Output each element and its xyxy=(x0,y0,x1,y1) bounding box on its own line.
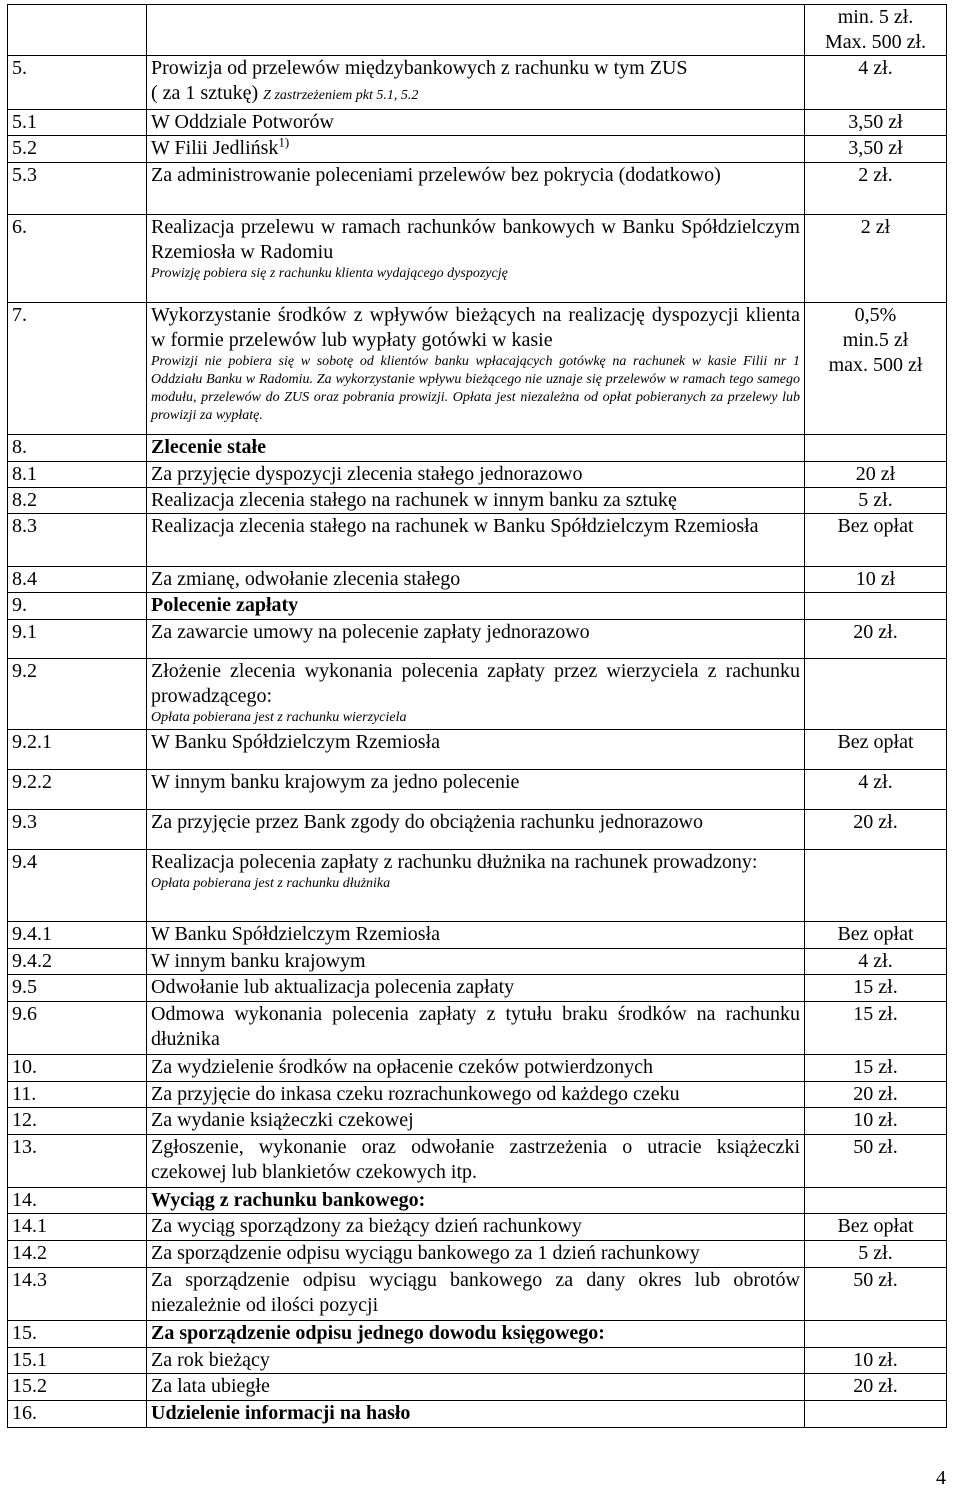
item-number: 9.6 xyxy=(8,1002,147,1055)
description-text: Zgłoszenie, wykonanie oraz odwołanie zastrzeżenia o utracie książeczki czekowej lub blankietów czekowych itp. xyxy=(151,1136,800,1183)
description-text: Za wydanie książeczki czekowej xyxy=(151,1109,414,1131)
page-number: 4 xyxy=(936,1467,946,1489)
inline-note: Z zastrzeżeniem pkt 5.1, 5.2 xyxy=(263,88,419,103)
item-description xyxy=(147,659,805,730)
item-number: 7. xyxy=(8,303,147,435)
table-row xyxy=(8,922,947,949)
item-description xyxy=(147,163,805,215)
fee-amount xyxy=(805,1002,947,1055)
item-number: 9.2 xyxy=(8,659,147,730)
table-row xyxy=(8,1108,947,1135)
item-number: 9.1 xyxy=(8,620,147,659)
description-note: Prowizję pobiera się z rachunku klienta wydającego dyspozycję xyxy=(151,266,508,281)
fee-amount xyxy=(805,620,947,659)
description-text: W Banku Spółdzielczym Rzemiosła xyxy=(151,923,441,945)
fee-amount xyxy=(805,850,947,922)
description-text: Zlecenie stałe xyxy=(151,436,266,458)
fee-amount xyxy=(805,1374,947,1401)
fee-value: 20 zł xyxy=(855,463,896,485)
table-row xyxy=(8,850,947,922)
item-number: 10. xyxy=(8,1055,147,1082)
item-number: 8.4 xyxy=(8,567,147,593)
item-number: 16. xyxy=(8,1401,147,1428)
description-text: Złożenie zlecenia wykonania polecenia zapłaty przez wierzyciela z rachunku prowadzącego: xyxy=(151,660,800,707)
fee-value: Max. 500 zł. xyxy=(824,31,927,53)
fee-amount xyxy=(805,1055,947,1082)
table-row xyxy=(8,659,947,730)
fee-value: 3,50 zł xyxy=(848,137,903,159)
item-number: 5.2 xyxy=(8,136,147,163)
fee-value: 50 zł. xyxy=(853,1136,898,1158)
item-number: 14.1 xyxy=(8,1214,147,1241)
fee-value: 20 zł. xyxy=(853,621,898,643)
table-row xyxy=(8,215,947,303)
description-text: Wykorzystanie środków z wpływów bieżących na realizację dyspozycji klienta w formie przelewów lub wypłaty gotówki w kasie xyxy=(151,304,800,351)
description-text: Za przyjęcie przez Bank zgody do obciążenia rachunku jednorazowo xyxy=(151,811,703,833)
table-row xyxy=(8,975,947,1002)
fee-amount xyxy=(805,514,947,567)
fee-value: Bez opłat xyxy=(837,515,914,537)
table-row xyxy=(8,1374,947,1401)
table-row xyxy=(8,810,947,850)
fee-value: min. 5 zł. xyxy=(837,6,914,28)
fee-table xyxy=(7,4,947,1428)
item-description xyxy=(147,1082,805,1108)
item-description xyxy=(147,1321,805,1348)
item-number xyxy=(8,5,147,56)
item-number: 6. xyxy=(8,215,147,303)
item-number: 9.4.1 xyxy=(8,922,147,949)
fee-amount xyxy=(805,922,947,949)
fee-amount xyxy=(805,1082,947,1108)
fee-value: 15 zł. xyxy=(853,976,898,998)
fee-value: 10 zł xyxy=(855,568,896,590)
item-number: 14. xyxy=(8,1188,147,1214)
item-description xyxy=(147,110,805,136)
fee-value: 10 zł. xyxy=(853,1349,898,1371)
fee-value: 20 zł. xyxy=(853,811,898,833)
description-text: Za wydzielenie środków na opłacenie czeków potwierdzonych xyxy=(151,1056,654,1078)
item-number: 8. xyxy=(8,435,147,462)
table-row xyxy=(8,620,947,659)
item-number: 14.2 xyxy=(8,1241,147,1268)
fee-amount xyxy=(805,770,947,810)
description-note: Prowizji nie pobiera się w sobotę od klientów banku wpłacających gotówkę na rachunek w kasie Filii nr 1 Oddziału Banku w Radomiu. Za wykorzystanie wpływu bieżącego nie uznaje się przelewów w ramach tego samego modułu, przelewów do ZUS oraz pobrania prowizji. Opłata jest niezależna od opłat pobieranych za przelewy lub prowizji za wypłatę. xyxy=(151,354,800,423)
table-row xyxy=(8,163,947,215)
item-description xyxy=(147,1374,805,1401)
table-row xyxy=(8,1321,947,1348)
item-number: 8.2 xyxy=(8,488,147,514)
fee-amount xyxy=(805,462,947,488)
table-row xyxy=(8,1055,947,1082)
item-description xyxy=(147,1214,805,1241)
description-text: Udzielenie informacji na hasło xyxy=(151,1402,411,1424)
fee-value: 50 zł. xyxy=(853,1269,898,1291)
table-row xyxy=(8,303,947,435)
item-description xyxy=(147,949,805,975)
description-text: Za administrowanie poleceniami przelewów bez pokrycia (dodatkowo) xyxy=(151,164,721,186)
item-description xyxy=(147,215,805,303)
table-row xyxy=(8,488,947,514)
item-description xyxy=(147,850,805,922)
fee-amount xyxy=(805,488,947,514)
fee-value: Bez opłat xyxy=(837,1215,914,1237)
description-text: Realizacja zlecenia stałego na rachunek w Banku Spółdzielczym Rzemiosła xyxy=(151,515,759,537)
description-text: Za wyciąg sporządzony za bieżący dzień rachunkowy xyxy=(151,1215,582,1237)
fee-value: 5 zł. xyxy=(858,1242,893,1264)
item-description xyxy=(147,620,805,659)
item-number: 5. xyxy=(8,56,147,110)
description-text: Realizacja przelewu w ramach rachunków bankowych w Banku Spółdzielczym Rzemiosła w Radomiu xyxy=(151,216,800,263)
item-number: 5.1 xyxy=(8,110,147,136)
description-text: Za zawarcie umowy na polecenie zapłaty jednorazowo xyxy=(151,621,590,643)
item-number: 9.3 xyxy=(8,810,147,850)
fee-amount xyxy=(805,1401,947,1428)
item-number: 15.2 xyxy=(8,1374,147,1401)
fee-amount xyxy=(805,730,947,770)
fee-amount xyxy=(805,1135,947,1188)
fee-value: Bez opłat xyxy=(837,731,914,753)
fee-value: 0,5% xyxy=(854,304,897,326)
item-description xyxy=(147,1002,805,1055)
fee-value: max. 500 zł xyxy=(828,354,923,376)
item-description xyxy=(147,462,805,488)
description-text: Prowizja od przelewów międzybankowych z rachunku w tym ZUS xyxy=(151,57,688,79)
fee-value: 4 zł. xyxy=(858,950,893,972)
table-row xyxy=(8,1241,947,1268)
fee-value: min.5 zł xyxy=(842,329,909,351)
description-text: Realizacja zlecenia stałego na rachunek w innym banku za sztukę xyxy=(151,489,677,511)
fee-amount xyxy=(805,110,947,136)
table-row xyxy=(8,1348,947,1374)
item-description xyxy=(147,567,805,593)
fee-value: 4 zł. xyxy=(858,771,893,793)
item-number: 14.3 xyxy=(8,1268,147,1321)
fee-amount xyxy=(805,1348,947,1374)
item-number: 12. xyxy=(8,1108,147,1135)
item-description xyxy=(147,435,805,462)
item-description xyxy=(147,136,805,163)
fee-amount xyxy=(805,215,947,303)
fee-amount xyxy=(805,136,947,163)
table-row xyxy=(8,435,947,462)
footnote-marker: 1) xyxy=(278,134,290,150)
item-description xyxy=(147,770,805,810)
table-row xyxy=(8,730,947,770)
item-description xyxy=(147,488,805,514)
description-text: W innym banku krajowym xyxy=(151,950,366,972)
fee-amount xyxy=(805,163,947,215)
fee-amount xyxy=(805,56,947,110)
description-suffix: ( za 1 sztukę) xyxy=(151,82,259,104)
item-number: 8.1 xyxy=(8,462,147,488)
fee-value: 15 zł. xyxy=(853,1003,898,1025)
table-row xyxy=(8,514,947,567)
fee-value: 15 zł. xyxy=(853,1056,898,1078)
fee-amount xyxy=(805,5,947,56)
item-description xyxy=(147,303,805,435)
item-number: 9.5 xyxy=(8,975,147,1002)
table-row xyxy=(8,1082,947,1108)
table-row xyxy=(8,1214,947,1241)
fee-value: 20 zł. xyxy=(853,1083,898,1105)
item-description xyxy=(147,1108,805,1135)
table-row xyxy=(8,1401,947,1428)
fee-amount xyxy=(805,1214,947,1241)
item-description xyxy=(147,730,805,770)
fee-value: 4 zł. xyxy=(858,57,893,79)
item-description xyxy=(147,514,805,567)
fee-amount xyxy=(805,1241,947,1268)
item-description xyxy=(147,1241,805,1268)
table-row xyxy=(8,462,947,488)
item-description xyxy=(147,56,805,110)
description-text: Odwołanie lub aktualizacja polecenia zapłaty xyxy=(151,976,515,998)
fee-amount xyxy=(805,593,947,620)
description-text: Realizacja polecenia zapłaty z rachunku dłużnika na rachunek prowadzony: xyxy=(151,851,758,873)
description-text: Za sporządzenie odpisu jednego dowodu księgowego: xyxy=(151,1322,605,1344)
item-number: 11. xyxy=(8,1082,147,1108)
item-number: 9.2.2 xyxy=(8,770,147,810)
fee-amount xyxy=(805,975,947,1002)
table-row xyxy=(8,56,947,110)
fee-amount xyxy=(805,810,947,850)
description-line xyxy=(151,81,800,108)
item-number: 13. xyxy=(8,1135,147,1188)
fee-amount xyxy=(805,1188,947,1214)
table-row xyxy=(8,1268,947,1321)
description-text: Za lata ubiegłe xyxy=(151,1375,270,1397)
fee-amount xyxy=(805,1108,947,1135)
description-note: Opłata pobierana jest z rachunku wierzyciela xyxy=(151,710,407,725)
item-description xyxy=(147,1401,805,1428)
item-number: 9. xyxy=(8,593,147,620)
fee-amount xyxy=(805,949,947,975)
item-description xyxy=(147,1055,805,1082)
table-row xyxy=(8,567,947,593)
fee-amount xyxy=(805,435,947,462)
description-text: W Oddziale Potworów xyxy=(151,111,334,133)
fee-amount xyxy=(805,659,947,730)
table-row xyxy=(8,1188,947,1214)
fee-table-body xyxy=(8,5,947,1428)
item-number: 8.3 xyxy=(8,514,147,567)
table-row xyxy=(8,593,947,620)
description-text: Za sporządzenie odpisu wyciągu bankowego za dany okres lub obrotów niezależnie od ilości pozycji xyxy=(151,1269,800,1316)
description-text: Wyciąg z rachunku bankowego: xyxy=(151,1189,426,1211)
table-row xyxy=(8,949,947,975)
description-text: Za zmianę, odwołanie zlecenia stałego xyxy=(151,568,461,590)
item-number: 5.3 xyxy=(8,163,147,215)
fee-value: 20 zł. xyxy=(853,1375,898,1397)
item-description xyxy=(147,5,805,56)
table-row xyxy=(8,136,947,163)
item-description xyxy=(147,1348,805,1374)
item-description xyxy=(147,1188,805,1214)
description-text: Za przyjęcie dyspozycji zlecenia stałego jednorazowo xyxy=(151,463,583,485)
fee-value: 2 zł xyxy=(860,216,891,238)
item-description xyxy=(147,975,805,1002)
description-text: W Banku Spółdzielczym Rzemiosła xyxy=(151,731,441,753)
item-description xyxy=(147,922,805,949)
table-row xyxy=(8,5,947,56)
item-number: 9.4.2 xyxy=(8,949,147,975)
table-row xyxy=(8,770,947,810)
item-description xyxy=(147,1268,805,1321)
fee-value: Bez opłat xyxy=(837,923,914,945)
item-number: 9.4 xyxy=(8,850,147,922)
fee-value: 3,50 zł xyxy=(848,111,903,133)
fee-amount xyxy=(805,303,947,435)
item-number: 9.2.1 xyxy=(8,730,147,770)
fee-amount xyxy=(805,1268,947,1321)
description-text: Polecenie zapłaty xyxy=(151,594,299,616)
fee-value: 5 zł. xyxy=(858,489,893,511)
fee-value: 10 zł. xyxy=(853,1109,898,1131)
description-text: W innym banku krajowym za jedno polecenie xyxy=(151,771,520,793)
item-number: 15. xyxy=(8,1321,147,1348)
item-number: 15.1 xyxy=(8,1348,147,1374)
description-text: Za rok bieżący xyxy=(151,1349,270,1371)
description-note: Opłata pobierana jest z rachunku dłużnika xyxy=(151,876,391,891)
item-description xyxy=(147,1135,805,1188)
description-text: W Filii Jedlińsk xyxy=(151,137,279,159)
item-description xyxy=(147,810,805,850)
table-row xyxy=(8,110,947,136)
table-row xyxy=(8,1002,947,1055)
fee-amount xyxy=(805,1321,947,1348)
table-row xyxy=(8,1135,947,1188)
description-text: Za sporządzenie odpisu wyciągu bankowego za 1 dzień rachunkowy xyxy=(151,1242,700,1264)
description-text: Za przyjęcie do inkasa czeku rozrachunkowego od każdego czeku xyxy=(151,1083,680,1105)
fee-value: 2 zł. xyxy=(858,164,893,186)
description-text: Odmowa wykonania polecenia zapłaty z tytułu braku środków na rachunku dłużnika xyxy=(151,1003,800,1050)
fee-amount xyxy=(805,567,947,593)
item-description xyxy=(147,593,805,620)
